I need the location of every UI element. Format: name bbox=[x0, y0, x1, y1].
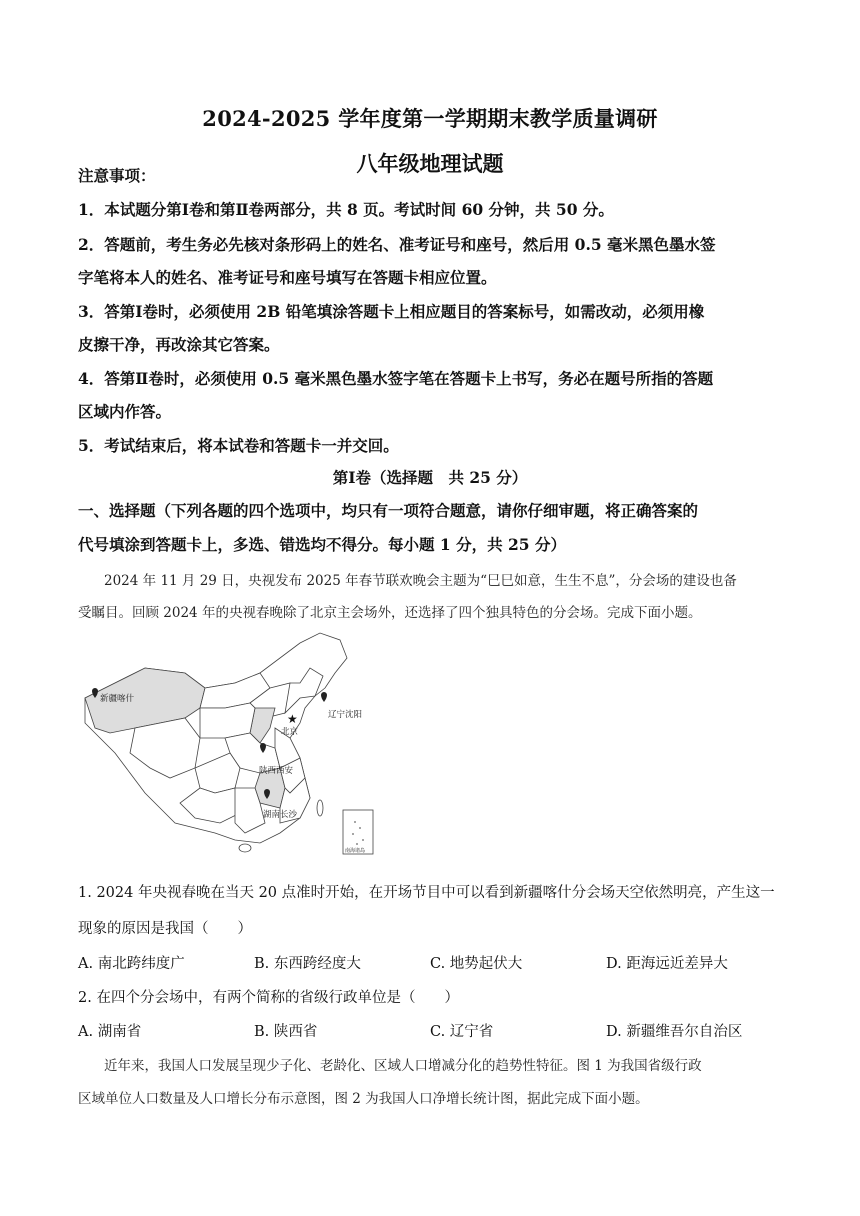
section-instruction: 代号填涂到答题卡上，多选、错选均不得分。每小题 1 分，共 25 分） bbox=[78, 535, 566, 554]
notice-line: 3．答第Ⅰ卷时，必须使用 2B 铅笔填涂答题卡上相应题目的答案标号，如需改动，必须用橡 bbox=[78, 302, 705, 321]
section-heading: 第Ⅰ卷（选择题 共 25 分） bbox=[332, 468, 528, 487]
passage-line: 2024 年 11 月 29 日，央视发布 2025 年春节联欢晚会主题为“巳巳如意，生生不息”，分会场的建设也备 bbox=[104, 573, 737, 589]
map-label-xian: 陕西西安 bbox=[259, 766, 294, 776]
exam-title: 2024-2025 学年度第一学期期末教学质量调研 bbox=[202, 106, 658, 131]
passage-line: 受瞩目。回顾 2024 年的央视春晚除了北京主会场外，还选择了四个独具特色的分会场。完成下面小题。 bbox=[78, 605, 702, 621]
section-instruction: 一、选择题（下列各题的四个选项中，均只有一项符合题意，请你仔细审题，将正确答案的 bbox=[78, 501, 699, 520]
question-stem: 1. 2024 年央视春晚在当天 20 点准时开始，在开场节目中可以看到新疆喀什分会场天空依然明亮，产生这一 bbox=[78, 885, 775, 901]
notice-line: 4．答第Ⅱ卷时，必须使用 0.5 毫米黑色墨水签字笔在答题卡上书写，务必在题号所指的答题 bbox=[78, 369, 714, 388]
map-label-changsha: 湖南长沙 bbox=[263, 810, 298, 820]
option-a: A. 湖南省 bbox=[78, 1024, 142, 1040]
map-label-inset: 南海诸岛 bbox=[345, 848, 366, 854]
notice-line: 5．考试结束后，将本试卷和答题卡一并交回。 bbox=[78, 436, 399, 455]
map-label-kashgar: 新疆喀什 bbox=[100, 694, 135, 704]
notice-line: 皮擦干净，再改涂其它答案。 bbox=[78, 335, 280, 354]
notice-line: 2．答题前，考生务必先核对条形码上的姓名、准考证号和座号，然后用 0.5 毫米黑色墨水签 bbox=[78, 235, 716, 254]
option-b: B. 陕西省 bbox=[254, 1024, 318, 1040]
china-map bbox=[75, 628, 405, 858]
map-label-shenyang: 辽宁沈阳 bbox=[328, 710, 363, 720]
option-d: D. 距海远近差异大 bbox=[606, 956, 728, 972]
question-stem: 现象的原因是我国（ ） bbox=[78, 921, 252, 937]
notice-line: 字笔将本人的姓名、准考证号和座号填写在答题卡相应位置。 bbox=[78, 268, 497, 287]
option-b: B. 东西跨经度大 bbox=[254, 956, 361, 972]
notice-line: 区域内作答。 bbox=[78, 402, 172, 421]
star-icon: ★ bbox=[287, 712, 298, 726]
option-d: D. 新疆维吾尔自治区 bbox=[606, 1024, 743, 1040]
option-c: C. 地势起伏大 bbox=[430, 956, 523, 972]
notice-line: 1．本试题分第Ⅰ卷和第Ⅱ卷两部分，共 8 页。考试时间 60 分钟，共 50 分。 bbox=[78, 200, 614, 219]
question-stem: 2. 在四个分会场中，有两个简称的省级行政单位是（ ） bbox=[78, 990, 459, 1006]
map-pin-icon bbox=[321, 692, 327, 702]
option-c: C. 辽宁省 bbox=[430, 1024, 494, 1040]
option-a: A. 南北跨纬度广 bbox=[78, 956, 185, 972]
notice-heading: 注意事项： bbox=[78, 166, 156, 185]
passage-line: 近年来，我国人口发展呈现少子化、老龄化、区域人口增减分化的趋势性特征。图 1 为我国省级行政 bbox=[104, 1058, 702, 1074]
passage-line: 区域单位人口数量及人口增长分布示意图，图 2 为我国人口净增长统计图，据此完成下面小题。 bbox=[78, 1091, 649, 1107]
map-label-beijing: 北京 bbox=[281, 727, 299, 737]
exam-subtitle: 八年级地理试题 bbox=[356, 151, 504, 176]
